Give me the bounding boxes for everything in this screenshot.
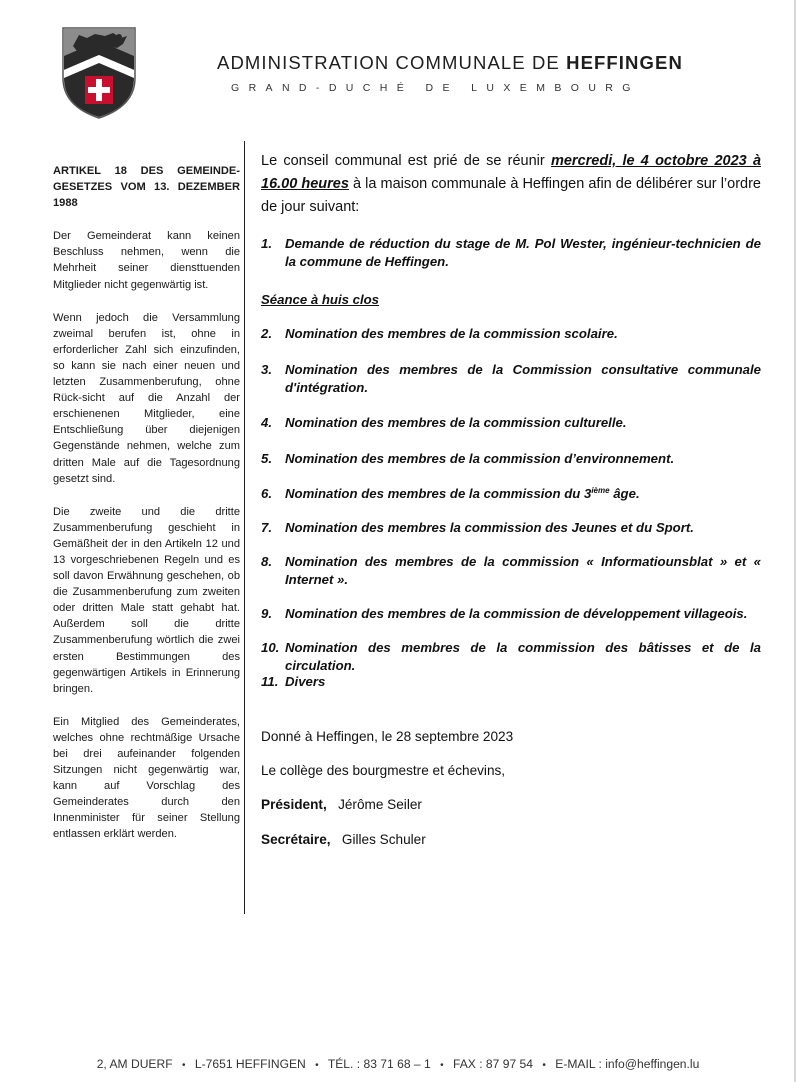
agenda-number: 5. [261,451,272,466]
agenda-number: 10. [261,640,280,655]
agenda-item [261,414,761,432]
agenda-text: Nomination des membres la commission des Jeunes et du Sport. [285,520,694,535]
agenda-item [261,485,761,503]
agenda-number: 2. [261,326,272,341]
agenda-number: 7. [261,520,272,535]
coat-of-arms-logo [61,26,137,120]
agenda-number: 3. [261,362,272,377]
org-subtitle: GRAND-DUCHÉ DE LUXEMBOURG [231,82,640,94]
ordinal-superscript: ième [591,486,610,495]
secretary-name: Gilles Schuler [341,832,426,847]
agenda-text-end: âge. [609,486,640,501]
agenda-item [261,361,761,397]
agenda-text: Nomination des membres de la commission de développement villageois. [285,606,748,621]
given-date-line: Donné à Heffingen, le 28 septembre 2023 [261,729,514,744]
agenda-text: Nomination des membres de la commission d’environnement. [285,451,675,466]
org-title-name: HEFFINGEN [566,52,683,73]
org-title [217,52,777,74]
agenda-item [261,639,761,675]
agenda-item [261,605,761,623]
legal-notice-heading: ARTIKEL 18 DES GEMEINDE-GESETZES VOM 13. DEZEMBER 1988 [53,165,240,210]
agenda-text-main: Nomination des membres de la commission du 3 [285,486,592,501]
agenda-text: Demande de réduction du stage de M. Pol Wester, ingénieur-technicien de la commune de Heffingen. [285,236,761,269]
footer-locality: L-7651 HEFFINGEN [194,1057,306,1071]
footer-phone: TÉL. : 83 71 68 – 1 [327,1057,431,1071]
agenda-number: 9. [261,606,272,621]
seance-huis-clos-label: Séance à huis clos [261,292,380,307]
secretary-line [261,831,426,849]
column-divider [244,141,245,914]
meeting-date: mercredi, le 4 octobre 2023 à 16.00 heures [261,153,762,192]
footer-address: 2, AM DUERF [96,1057,173,1071]
intro-before-date: Le conseil communal est prié de se réunir [261,153,545,169]
president-label: Président, [261,797,327,812]
intro-after-date: à la maison communale à Heffingen afin de délibérer sur l’ordre de jour suivant: [261,176,761,215]
page-footer [0,1057,796,1071]
footer-separator: • [542,1060,546,1071]
footer-separator: • [182,1060,186,1071]
agenda-text: Nomination des membres de la commission des bâtisses et de la circulation. [285,640,761,673]
secretary-label: Secrétaire, [261,832,331,847]
agenda-item [261,325,761,343]
footer-email[interactable]: E-MAIL : info@heffingen.lu [555,1057,700,1071]
agenda-text: Nomination des membres de la commission « Informatiounsblat » et « Internet ». [285,554,761,587]
legal-paragraph: Ein Mitglied des Gemeinderates, welches ohne rechtmäßige Ursache bei drei aufeinander folgenden Sitzungen nicht gegenwärtig war, kann auf Vorschlag des Gemeinderates durch den Innenminister für seiner Stellung entlassen erklärt werden. [53,715,240,841]
agenda-text [285,485,761,503]
agenda-number: 6. [261,486,272,501]
president-line [261,796,422,814]
legal-paragraph: Die zweite und die dritte Zusammenberufung geschieht in Gemäßheit der in den Artikeln 12 und 13 vorgeschriebenen Regeln und es soll davon Erwähnung geschehen, ob die Zusammenberufung zum zweiten oder dritten Male statt gehabt hat. Außerdem soll die dritte Zusammenberufung wörtlich die zwei ersten Bestimmungen des gegenwärtigen Artikels in Erinnerung bringen. [53,505,240,695]
agenda-text: Nomination des membres de la commission culturelle. [285,415,627,430]
agenda-text: Nomination des membres de la Commission consultative communale d'intégration. [285,362,761,395]
agenda-item [261,673,761,691]
agenda-number: 1. [261,236,272,251]
legal-notice-column [53,163,240,860]
agenda-number: 4. [261,415,272,430]
agenda-number: 11. [261,674,279,689]
college-line: Le collège des bourgmestre et échevins, [261,763,506,778]
agenda-item [261,519,761,537]
org-title-prefix: ADMINISTRATION COMMUNALE DE [217,52,560,73]
agenda-item [261,450,761,468]
convocation-column [261,150,762,847]
footer-separator: • [315,1060,319,1071]
president-name: Jérôme Seiler [338,797,422,812]
legal-paragraph: Wenn jedoch die Versammlung zweimal berufen ist, ohne in erforderlicher Zahl sich einzufinden, so kann sie nach einer neuen und letzten Zusammenberufung, ohne Rück-sicht auf die Anzahl der erschienenen Mitglieder, eine Entschließung über diejenigen Gegenstände nehmen, welche zum dritten Male auf die Tagesordnung gesetzt sind. [53,311,240,485]
intro-paragraph [261,150,761,219]
legal-paragraph: Der Gemeinderat kann keinen Beschluss nehmen, wenn die Mehrheit seiner diensttuenden Mitglieder nicht gegenwärtig ist. [53,230,240,291]
footer-separator: • [440,1060,444,1071]
agenda-number: 8. [261,554,272,569]
agenda-text: Divers [285,674,326,689]
agenda-item [261,235,761,271]
footer-fax: FAX : 87 97 54 [452,1057,533,1071]
agenda-item [261,553,761,589]
agenda-text: Nomination des membres de la commission scolaire. [285,326,618,341]
